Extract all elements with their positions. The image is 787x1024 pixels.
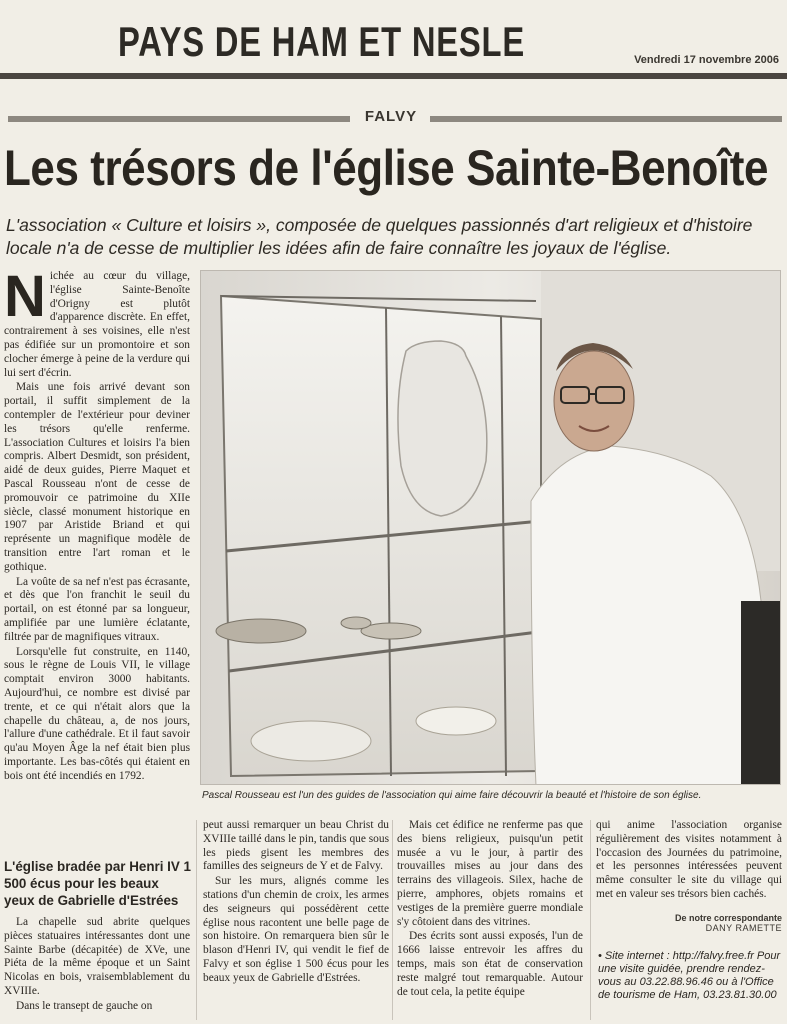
section-subhead: L'église bradée par Henri IV 1 500 écus pour les beaux yeux de Gabrielle d'Estrées	[4, 859, 192, 908]
column-rule	[392, 820, 393, 1020]
paragraph: La voûte de sa nef n'est pas écrasante, et dès que l'on franchit le seuil du portail, on est étonné par sa longueur, amplifiée par une lumière éclatante, filtrée par de magnifiques vitraux.	[4, 575, 190, 643]
small-bowl	[341, 617, 371, 629]
paragraph: La chapelle sud abrite quelques pièces statuaires intéressantes dont une Sainte Barbe (décapitée) de XVe, une Piéta de la même époque et un Saint Nicolas en bois, vraisemblablement du XVIIIe.	[4, 916, 190, 997]
column-1	[4, 270, 190, 830]
paragraph: Nichée au cœur du village, l'église Sainte-Benoîte d'Origny est plutôt d'apparence discrète. En effet, contrairement à ses voisines, elle n'est pas édifiée sur un promontoire et son clocher émerge à peine de la verdure qui lui sert d'écrin.	[4, 270, 190, 379]
column-rule	[590, 820, 591, 1020]
column-1-continued	[4, 916, 190, 1024]
shell	[416, 707, 496, 735]
region-title: PAYS DE HAM ET NESLE	[118, 18, 525, 65]
paragraph: Mais cet édifice ne renferme pas que des biens religieux, puisqu'un petit musée a vu le jour, à partir des trouvailles mises au jour dans des terrains des villageois. Silex, hache de pierre, amphores, objets romains et vestiges de la première guerre mondiale s'y côtoient dans des vitrines.	[397, 819, 583, 928]
drop-cap: N	[4, 270, 46, 329]
dark-bench	[741, 601, 781, 785]
article-photo	[200, 270, 781, 785]
paragraph: qui anime l'association organise régulièrement des visites notamment à l'occasion des Journées du patrimoine, et les personnes intéressées peuvent même consulter le site du village qui met en valeur ses trésors bien cachés.	[596, 819, 782, 900]
rubric-bar-left	[8, 116, 350, 122]
fragment	[251, 721, 371, 761]
masthead-rule	[0, 73, 787, 79]
paragraph: Des écrits sont aussi exposés, l'un de 1666 laisse entrevoir les affres du temps, mais son état de conservation reste malgré tout remarquable. Autour de tout cela, la petite équipe	[397, 930, 583, 998]
photo-illustration	[201, 271, 781, 785]
issue-date: Vendredi 17 novembre 2006	[634, 54, 779, 66]
column-3	[397, 819, 583, 1024]
display-case	[221, 296, 546, 776]
visit-info: • Site internet : http://falvy.free.fr Pour une visite guidée, prendre rendez-vous au 03.22.88.96.46 ou à l'Office de tourisme de Ham, 03.23.81.30.00	[598, 950, 781, 1001]
masthead	[0, 0, 787, 82]
byline-label: De notre correspondante	[674, 913, 782, 923]
rubric-label: FALVY	[364, 108, 418, 125]
rubric-bar-right	[430, 116, 782, 122]
column-rule	[196, 820, 197, 1020]
rubric-band	[0, 108, 787, 128]
column-4	[596, 819, 782, 919]
photo-caption: Pascal Rousseau est l'un des guides de l'association qui aime faire découvrir la beauté et l'histoire de son église.	[202, 790, 702, 801]
byline-name: DANY RAMETTE	[705, 923, 782, 933]
article-lead: L'association « Culture et loisirs », composée de quelques passionnés d'art religieux et d'histoire locale n'a de cesse de multiplier les idées afin de faire connaître les joyaux de l'église.	[6, 215, 753, 258]
byline	[596, 913, 782, 933]
paragraph: peut aussi remarquer un beau Christ du XVIIIe taillé dans le pin, tandis que sous les pieds gisent les membres des familles des seigneurs de Y et de Falvy.	[203, 819, 389, 873]
dish	[216, 619, 306, 643]
paragraph: Mais une fois arrivé devant son portail, il suffit simplement de la contempler de l'extérieur pour deviner les trésors qu'elle renferme. L'association Cultures et loisirs l'a bien compris. Albert Desmidt, son président, aidé de deux guides, Pierre Maquet et Pascal Rousseau n'ont de cesse de promouvoir ce patrimoine du XIIe siècle, classé monument historique en 1907 par Aristide Briand et qui représente un magnifique modèle de transition entre l'art roman et le gothique.	[4, 381, 190, 573]
paragraph: Sur les murs, alignés comme les stations d'un chemin de croix, les armes des seigneurs qui possédèrent cette église nous racontent une belle page de son histoire. On remarquera bien sûr le blason d'Henri IV, qui vendit le fief de Falvy et son église 1 500 écus pour les beaux yeux de Gabrielle d'Estrées.	[203, 875, 389, 984]
paragraph: Dans le transept de gauche on	[16, 999, 153, 1012]
paragraph: Lorsqu'elle fut construite, en 1140, sous le règne de Louis VII, le village comptait environ 3000 habitants. Aujourd'hui, ce nombre est divisé par trente, et ce qui n'était alors que la chapelle du château, a, de nos jours, l'allure d'une cathédrale. Et il faut savoir qu'au Moyen Âge la nef était bien plus importante. Les bas-côtés qui étaient en bois ont été incendiés en 1792.	[4, 645, 190, 782]
article-headline: Les trésors de l'église Sainte-Benoîte	[4, 140, 769, 196]
column-2	[203, 819, 389, 1024]
